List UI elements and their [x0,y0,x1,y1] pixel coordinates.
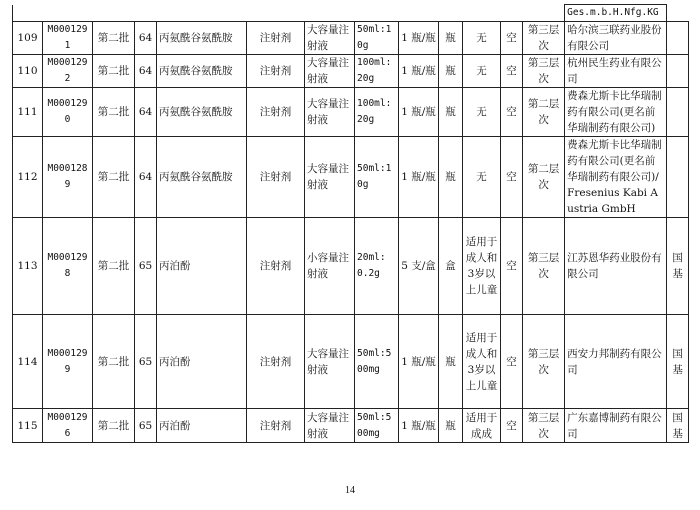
reference-cell: 空 [501,88,523,137]
catalog-cell [667,55,689,88]
row-number-cell: 114 [13,315,43,409]
dosage-form-cell: 注射剂 [247,88,305,137]
row-number-cell: 111 [13,88,43,137]
level-cell: 第三层次 [523,409,565,443]
drug-name-cell: 丙泊酚 [157,218,247,315]
seq-cell: 64 [135,137,157,218]
level-cell: 第三层次 [523,55,565,88]
table-row [13,55,689,88]
preparation-type-cell: 大容量注射液 [305,409,355,443]
catalog-cell [667,22,689,55]
dosage-form-cell: 注射剂 [247,409,305,443]
seq-cell: 64 [135,22,157,55]
drug-code-cell: M0001296 [43,409,93,443]
reference-cell: 空 [501,315,523,409]
reference-cell: 空 [501,218,523,315]
note-cell: 适用于成人和3岁以上儿童 [463,315,501,409]
spec-cell: 50ml:500mg [355,315,399,409]
catalog-cell [667,88,689,137]
drug-name-cell: 丙氨酰谷氨酰胺 [157,88,247,137]
unit-cell: 瓶 [439,88,463,137]
seq-cell: 65 [135,315,157,409]
spec-cell: 100ml:20g [355,55,399,88]
drug-code-cell: M0001299 [43,315,93,409]
level-cell: 第三层次 [523,218,565,315]
unit-cell: 瓶 [439,55,463,88]
batch-cell: 第二批 [93,137,135,218]
manufacturer-cell: 费森尤斯卡比华瑞制药有限公司(更名前华瑞制药有限公司)/Fresenius Kabi Austria GmbH [565,137,667,218]
batch-cell: 第二批 [93,88,135,137]
drug-name-cell: 丙泊酚 [157,315,247,409]
level-cell: 第二层次 [523,88,565,137]
dosage-form-cell: 注射剂 [247,55,305,88]
spec-cell: 50ml:500mg [355,409,399,443]
manufacturer-cell: 广东嘉博制药有限公司 [565,409,667,443]
drug-list-table [12,4,689,443]
row-number-cell: 110 [13,55,43,88]
note-cell: 适用于成人和3岁以上儿童 [463,218,501,315]
drug-name-cell: 丙氨酰谷氨酰胺 [157,22,247,55]
batch-cell: 第二批 [93,55,135,88]
drug-code-cell: M0001290 [43,88,93,137]
unit-cell: 瓶 [439,409,463,443]
catalog-cell [667,137,689,218]
manufacturer-cell: 江苏恩华药业股份有限公司 [565,218,667,315]
preparation-type-cell: 小容量注射液 [305,218,355,315]
table-row [13,218,689,315]
manufacturer-cell: 西安力邦制药有限公司 [565,315,667,409]
level-cell: 第二层次 [523,137,565,218]
note-cell: 适用于成成 [463,409,501,443]
level-cell: 第三层次 [523,22,565,55]
drug-name-cell: 丙泊酚 [157,409,247,443]
spec-cell: 100ml:20g [355,88,399,137]
seq-cell: 65 [135,409,157,443]
preparation-type-cell: 大容量注射液 [305,137,355,218]
manufacturer-cell: 杭州民生药业有限公司 [565,55,667,88]
drug-code-cell: M0001289 [43,137,93,218]
table-row-continued [13,5,689,22]
batch-cell: 第二批 [93,315,135,409]
table-row [13,22,689,55]
table-row [13,315,689,409]
spec-cell: 50ml:10g [355,22,399,55]
dosage-form-cell: 注射剂 [247,315,305,409]
level-cell: 第三层次 [523,315,565,409]
batch-cell: 第二批 [93,409,135,443]
dosage-form-cell: 注射剂 [247,137,305,218]
row-number-cell: 109 [13,22,43,55]
manufacturer-cell: Ges.m.b.H.Nfg.KG [565,5,667,22]
reference-cell: 空 [501,22,523,55]
spec-cell: 20ml:0.2g [355,218,399,315]
row-number-cell: 112 [13,137,43,218]
seq-cell: 65 [135,218,157,315]
unit-cell: 盒 [439,218,463,315]
reference-cell: 空 [501,55,523,88]
drug-code-cell: M0001292 [43,55,93,88]
drug-code-cell: M0001291 [43,22,93,55]
dosage-form-cell: 注射剂 [247,218,305,315]
table-row [13,137,689,218]
package-cell: 1 瓶/瓶 [399,409,439,443]
dosage-form-cell: 注射剂 [247,22,305,55]
note-cell: 无 [463,137,501,218]
package-cell: 1 瓶/瓶 [399,55,439,88]
reference-cell: 空 [501,137,523,218]
unit-cell: 瓶 [439,315,463,409]
spec-cell: 50ml:10g [355,137,399,218]
package-cell: 1 瓶/瓶 [399,22,439,55]
drug-code-cell: M0001298 [43,218,93,315]
catalog-cell: 国基 [667,409,689,443]
note-cell: 无 [463,88,501,137]
drug-name-cell: 丙氨酰谷氨酰胺 [157,137,247,218]
preparation-type-cell: 大容量注射液 [305,22,355,55]
catalog-cell: 国基 [667,218,689,315]
preparation-type-cell: 大容量注射液 [305,88,355,137]
manufacturer-cell: 费森尤斯卡比华瑞制药有限公司(更名前华瑞制药有限公司) [565,88,667,137]
seq-cell: 64 [135,88,157,137]
page-number: 14 [345,485,355,496]
catalog-cell: 国基 [667,315,689,409]
drug-name-cell: 丙氨酰谷氨酰胺 [157,55,247,88]
preparation-type-cell: 大容量注射液 [305,55,355,88]
unit-cell: 瓶 [439,22,463,55]
row-number-cell: 115 [13,409,43,443]
package-cell: 1 瓶/瓶 [399,88,439,137]
note-cell: 无 [463,22,501,55]
unit-cell: 瓶 [439,137,463,218]
table-row [13,409,689,443]
batch-cell: 第二批 [93,218,135,315]
reference-cell: 空 [501,409,523,443]
package-cell: 1 瓶/瓶 [399,137,439,218]
table-row [13,88,689,137]
package-cell: 5 支/盒 [399,218,439,315]
note-cell: 无 [463,55,501,88]
package-cell: 1 瓶/瓶 [399,315,439,409]
seq-cell: 64 [135,55,157,88]
batch-cell: 第二批 [93,22,135,55]
preparation-type-cell: 大容量注射液 [305,315,355,409]
row-number-cell: 113 [13,218,43,315]
manufacturer-cell: 哈尔滨三联药业股份有限公司 [565,22,667,55]
